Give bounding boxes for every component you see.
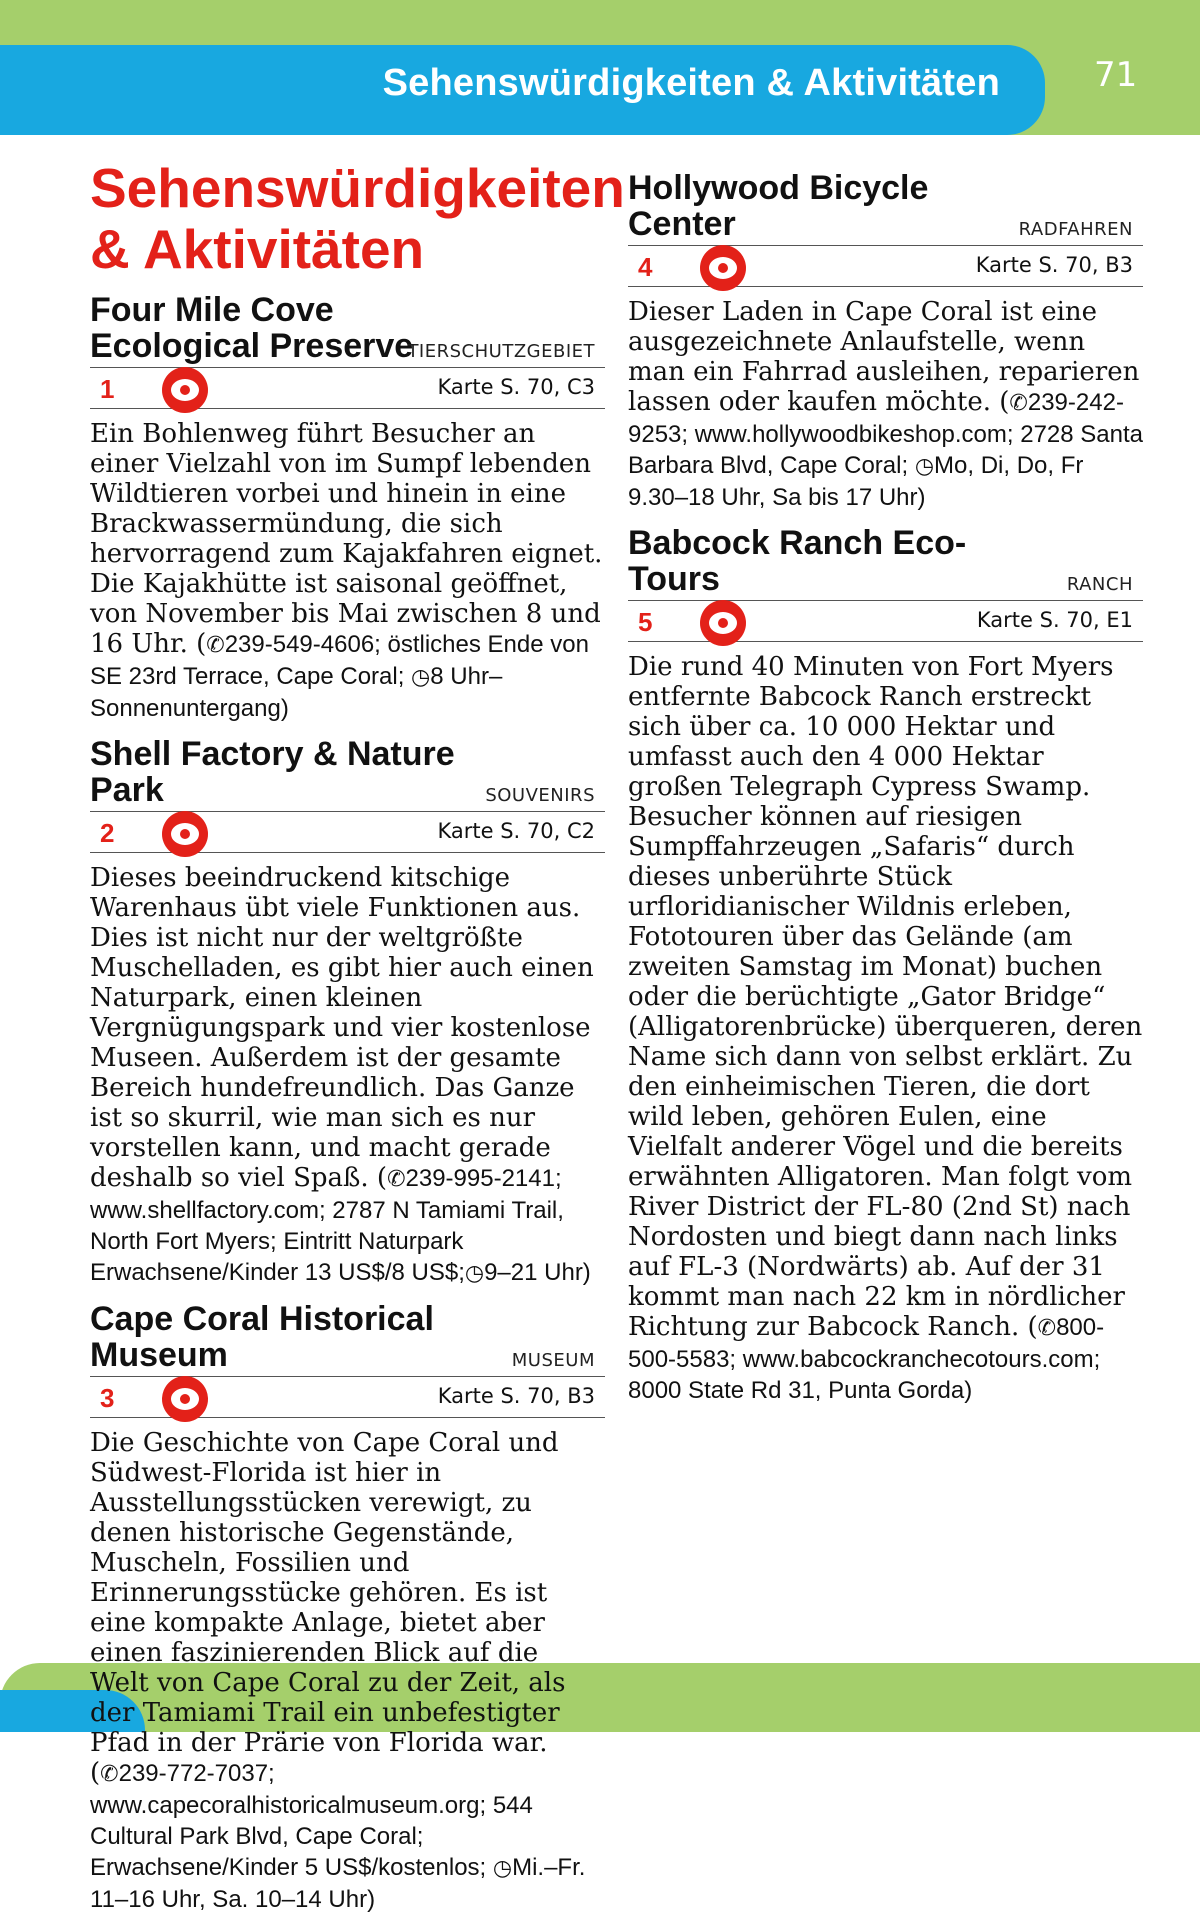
entry-header [90,736,605,808]
phone-icon: ✆ [1037,1316,1057,1341]
description-text: Die rund 40 Minuten von Fort Myers entfernte Babcock Ranch erstreckt sich über ca. 10 000 Hektar und umfasst auch den 4 000 Hektar großen Telegraph Cypress Swamp. Besucher können auf riesigen Sumpffahrzeugen „Safaris“ durch dieses unberührte Stück urfloridianischer Wildnis erleben, Fototouren über das Gelände (am zweiten Samstag im Monat) buchen oder die berüchtigte „Gator Bridge“ (Alligatorenbrücke) überqueren, deren Name sich dann von selbst erklärt. Zu den einheimischen Tieren, die dort wild leben, gehören Eulen, eine Vielfalt anderer Vögel und die bereits erwähnten Alligatoren. Man folgt vom River District der FL-80 (2nd St) nach Nordosten und biegt dann nach links auf FL-3 (Nordwärts) ab. Auf der 31 kommt man nach 22 km in nördlicher Richtung zur Babcock Ranch. ( [628,652,1143,1342]
entry-name: Four Mile Cove Ecological Preserve [90,291,414,365]
eye-icon [162,367,208,413]
right-column [628,158,1143,1406]
entry-name: Cape Coral Historical Museum [90,1300,434,1374]
entry-name: Hollywood Bicycle Center [628,169,929,243]
eye-icon [700,245,746,291]
entry-hollywood-bicycle [628,170,1143,513]
map-reference-bar [90,367,605,409]
phone-icon: ✆ [1009,391,1028,416]
entry-cape-coral-museum [90,1301,605,1915]
entry-header [90,292,605,364]
description-text: Ein Bohlenweg führt Besucher an einer Vielzahl von im Sumpf lebenden Wildtieren vorbei und hinein in eine Brackwassermündung, die sich hervorragend zum Kajakfahren eignet. Die Kajakhütte ist saisonal geöffnet, von November bis Mai zwischen 8 und 16 Uhr. ( [90,419,603,659]
eye-icon [700,600,746,646]
phone-icon: ✆ [100,1762,119,1787]
entry-four-mile-cove [90,292,605,724]
page-number: 71 [1094,55,1138,95]
phone-icon: ✆ [206,633,225,658]
entry-shell-factory [90,736,605,1289]
entry-hours: 9–21 Uhr) [484,1259,591,1286]
entry-hours: Mo, Di, Do, Fr 9.30–18 Uhr, Sa bis 17 Uhr) [628,452,1084,511]
page-title: Sehenswürdigkeiten & Aktivitäten [90,157,625,280]
description-text: Dieses beeindruckend kitschige Warenhaus übt viele Funktionen aus. Dies ist nicht nur der weltgrößte Muschelladen, es gibt hier auch einen Naturpark, einen kleinen Vergnügungspark und vier kostenlose Museen. Außerdem ist der gesamte Bereich hundefreundlich. Das Ganze ist so skurril, wie man sich es nur vorstellen kann, und macht gerade deshalb so viel Spaß. ( [90,863,594,1193]
clock-icon: ◷ [492,1856,513,1881]
description-text: Dieser Laden in Cape Coral ist eine ausgezeichnete Anlaufstelle, wenn man ein Fahrrad ausleihen, reparieren lassen oder kaufen möchte. ( [628,297,1140,417]
eye-icon [162,1376,208,1422]
entry-number: 1 [100,374,115,404]
entry-hours: 8 Uhr–Sonnenuntergang) [90,663,503,722]
map-reference: Karte S. 70, B3 [437,1384,595,1408]
clock-icon: ◷ [464,1261,485,1286]
map-reference: Karte S. 70, B3 [975,253,1133,277]
entry-category: SOUVENIRS [485,785,595,806]
map-reference-bar [628,245,1143,287]
entry-header [90,1301,605,1373]
phone-icon: ✆ [387,1167,406,1192]
entry-description [628,652,1143,1406]
entry-name: Shell Factory & Nature Park [90,735,455,809]
entry-contact: 800-500-5583; www.babcockranchecotours.com; 8000 State Rd 31, Punta Gorda) [628,1314,1105,1404]
entry-category: TIERSCHUTZGEBIET [407,341,595,362]
entry-description [628,297,1143,513]
clock-icon: ◷ [914,454,935,479]
map-reference: Karte S. 70, C2 [437,819,595,843]
map-reference-bar [628,600,1143,642]
entry-name: Babcock Ranch Eco-Tours [628,524,967,598]
description-text: Die Geschichte von Cape Coral und Südwest-Florida ist hier in Ausstellungsstücken verewigt, zu denen historische Gegenstände, Muscheln, Fossilien und Erinnerungsstücke gehören. Es ist eine kompakte Anlage, bietet aber einen faszinierenden Blick auf die Welt von Cape Coral zu der Zeit, als der Tamiami Trail ein unbefestigter Pfad in der Prärie von Florida war. ( [90,1428,566,1788]
entry-contact: 239-549-4606; östliches Ende von SE 23rd Terrace, Cape Coral; [90,631,589,690]
section-header-title: Sehenswürdigkeiten & Aktivitäten [382,62,1000,104]
entry-description [90,863,605,1289]
entry-contact: 239-242-9253; www.hollywoodbikeshop.com; 2728 Santa Barbara Blvd, Cape Coral; [628,389,1143,479]
map-reference: Karte S. 70, C3 [437,375,595,399]
entry-number: 5 [638,607,653,637]
entry-babcock-ranch [628,525,1143,1406]
entry-description [90,1428,605,1915]
entry-contact: 239-772-7037; www.capecoralhistoricalmuseum.org; 544 Cultural Park Blvd, Cape Coral; Erwachsene/Kinder 5 US$/kostenlos; [90,1760,533,1881]
entry-description [90,419,605,724]
entry-number: 2 [100,818,115,848]
entry-category: MUSEUM [511,1350,595,1371]
entry-number: 3 [100,1383,115,1413]
map-reference-bar [90,1376,605,1418]
entry-number: 4 [638,252,653,282]
eye-icon [162,811,208,857]
entry-header [628,525,1143,597]
entry-header [628,170,1143,242]
map-reference-bar [90,811,605,853]
entry-hours: Mi.–Fr. 11–16 Uhr, Sa. 10–14 Uhr) [90,1854,586,1913]
entry-category: RANCH [1066,574,1133,595]
map-reference: Karte S. 70, E1 [976,608,1133,632]
left-column [90,157,625,1915]
clock-icon: ◷ [411,665,431,690]
entry-category: RADFAHREN [1018,219,1133,240]
entry-contact: 239-995-2141; www.shellfactory.com; 2787 N Tamiami Trail, North Fort Myers; Eintritt Naturpark Erwachsene/Kinder 13 US$/8 US$; [90,1165,564,1286]
